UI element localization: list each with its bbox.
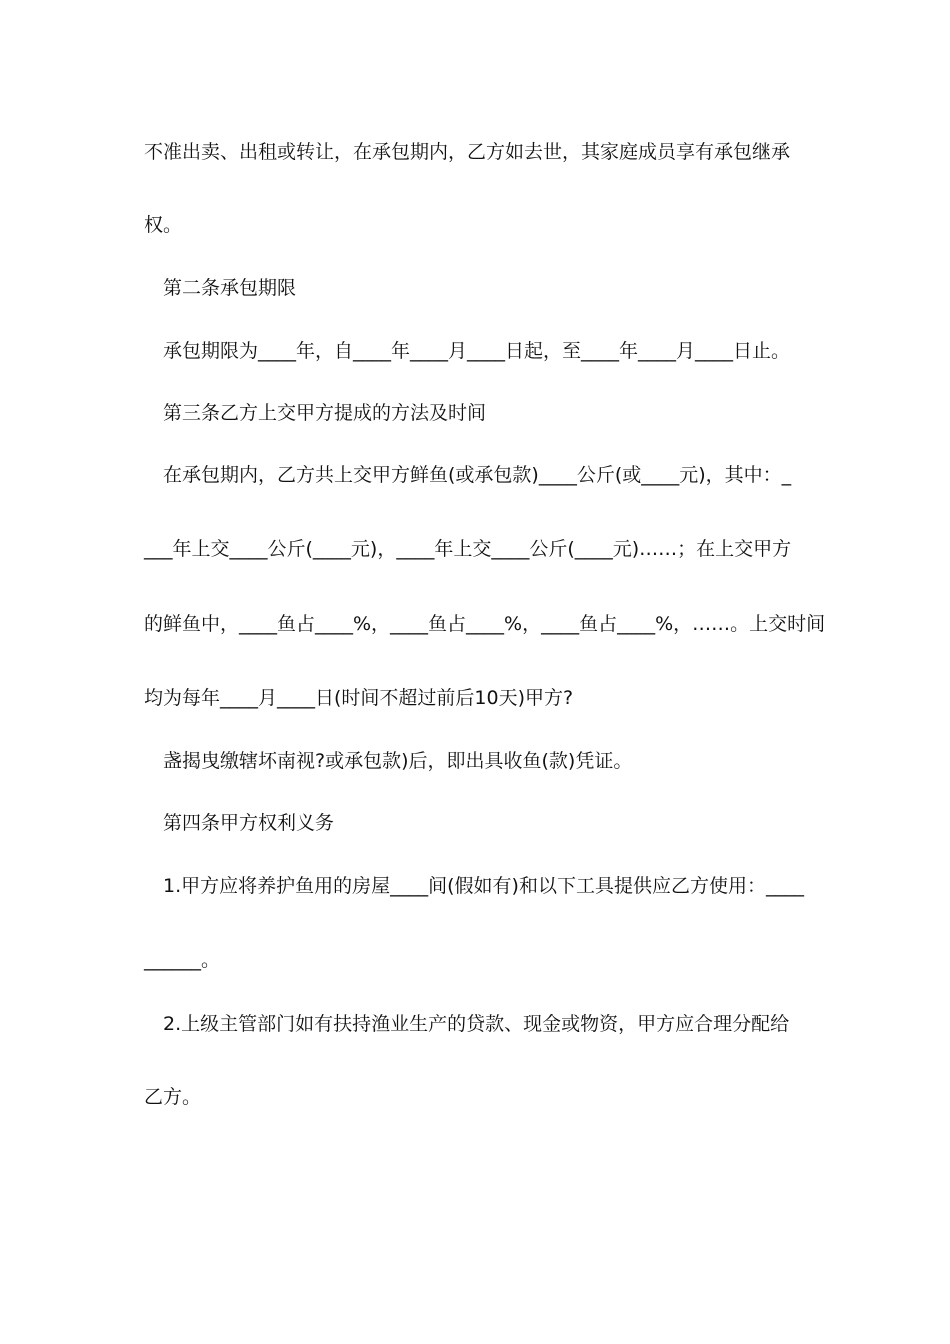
paragraph-line: 乙方。 <box>144 1086 202 1108</box>
paragraph-line: 在承包期内，乙方共上交甲方鲜鱼(或承包款)____公斤(或____元)，其中：_ <box>163 464 792 486</box>
paragraph-line: 1.甲方应将养护鱼用的房屋____间(假如有)和以下工具提供应乙方使用：____ <box>163 875 804 897</box>
paragraph-line: 的鲜鱼中，____鱼占____%，____鱼占____%，____鱼占____%，……。上交时间 <box>144 613 826 635</box>
section-heading: 第三条乙方上交甲方提成的方法及时间 <box>163 402 487 424</box>
paragraph-line: ___年上交____公斤(____元)，____年上交____公斤(____元)……；在上交甲方 <box>144 538 792 560</box>
paragraph-line: 均为每年____月____日(时间不超过前后10天)甲方? <box>144 687 574 709</box>
paragraph-line: 承包期限为____年，自____年____月____日起，至____年____月____日止。 <box>163 340 791 362</box>
paragraph-line: 不准出卖、出租或转让，在承包期内，乙方如去世，其家庭成员享有承包继承 <box>144 141 791 163</box>
section-heading: 第四条甲方权利义务 <box>163 812 335 834</box>
section-heading: 第二条承包期限 <box>163 277 297 299</box>
paragraph-line: 权。 <box>144 214 183 236</box>
paragraph-line: 2.上级主管部门如有扶持渔业生产的贷款、现金或物资，甲方应合理分配给 <box>163 1013 790 1035</box>
paragraph-line: ______。 <box>144 949 221 971</box>
paragraph-line: 盏揭曳缴辖坏南视?或承包款)后，即出具收鱼(款)凭证。 <box>163 750 633 772</box>
